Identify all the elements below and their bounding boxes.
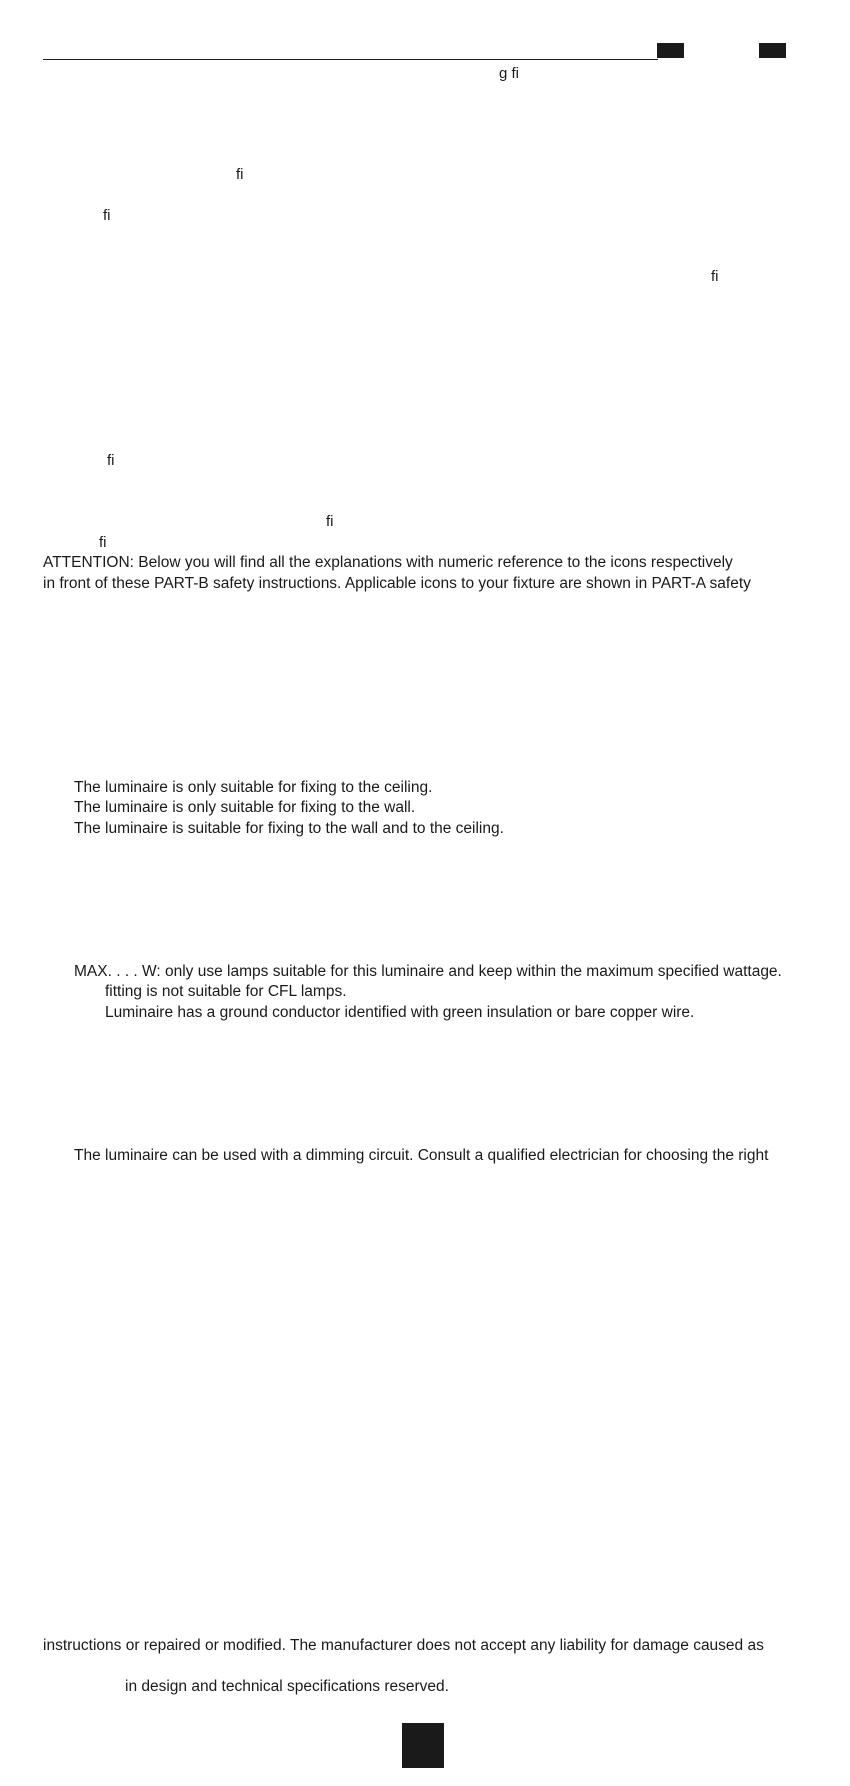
ground-conductor-note: Luminaire has a ground conductor identified with green insulation or bare copper wire. bbox=[105, 1004, 695, 1021]
mounting-ceiling: The luminaire is only suitable for fixing to the ceiling. bbox=[74, 779, 433, 796]
text-fragment: fi bbox=[107, 452, 115, 469]
text-fragment: fi bbox=[236, 166, 244, 183]
attention-line-2: in front of these PART-B safety instructions. Applicable icons to your fixture are shown in PART-A safety bbox=[43, 575, 751, 592]
header-tab-left bbox=[657, 43, 684, 58]
attention-line-1: ATTENTION: Below you will find all the explanations with numeric reference to the icons respectively bbox=[43, 554, 733, 571]
header-fragment: g fi bbox=[499, 65, 520, 82]
header-tab-right bbox=[759, 43, 786, 58]
mounting-wall: The luminaire is only suitable for fixing to the wall. bbox=[74, 799, 416, 816]
dimming-note: The luminaire can be used with a dimming circuit. Consult a qualified electrician for choosing the right bbox=[74, 1147, 769, 1164]
header-rule bbox=[43, 59, 658, 60]
text-fragment: fi bbox=[99, 534, 107, 551]
text-fragment: fi bbox=[711, 268, 719, 285]
lamp-cfl-note: fitting is not suitable for CFL lamps. bbox=[105, 983, 347, 1000]
text-fragment: fi bbox=[326, 513, 334, 530]
liability-line: instructions or repaired or modified. The manufacturer does not accept any liability for damage caused as bbox=[43, 1637, 764, 1654]
mounting-wall-and-ceiling: The luminaire is suitable for fixing to the wall and to the ceiling. bbox=[74, 820, 504, 837]
text-fragment: fi bbox=[103, 207, 111, 224]
specifications-reserved: in design and technical specifications reserved. bbox=[125, 1678, 449, 1695]
lamp-max-wattage: MAX. . . . W: only use lamps suitable for this luminaire and keep within the maximum specified wattage. bbox=[74, 963, 782, 980]
page-number-box bbox=[402, 1723, 444, 1768]
